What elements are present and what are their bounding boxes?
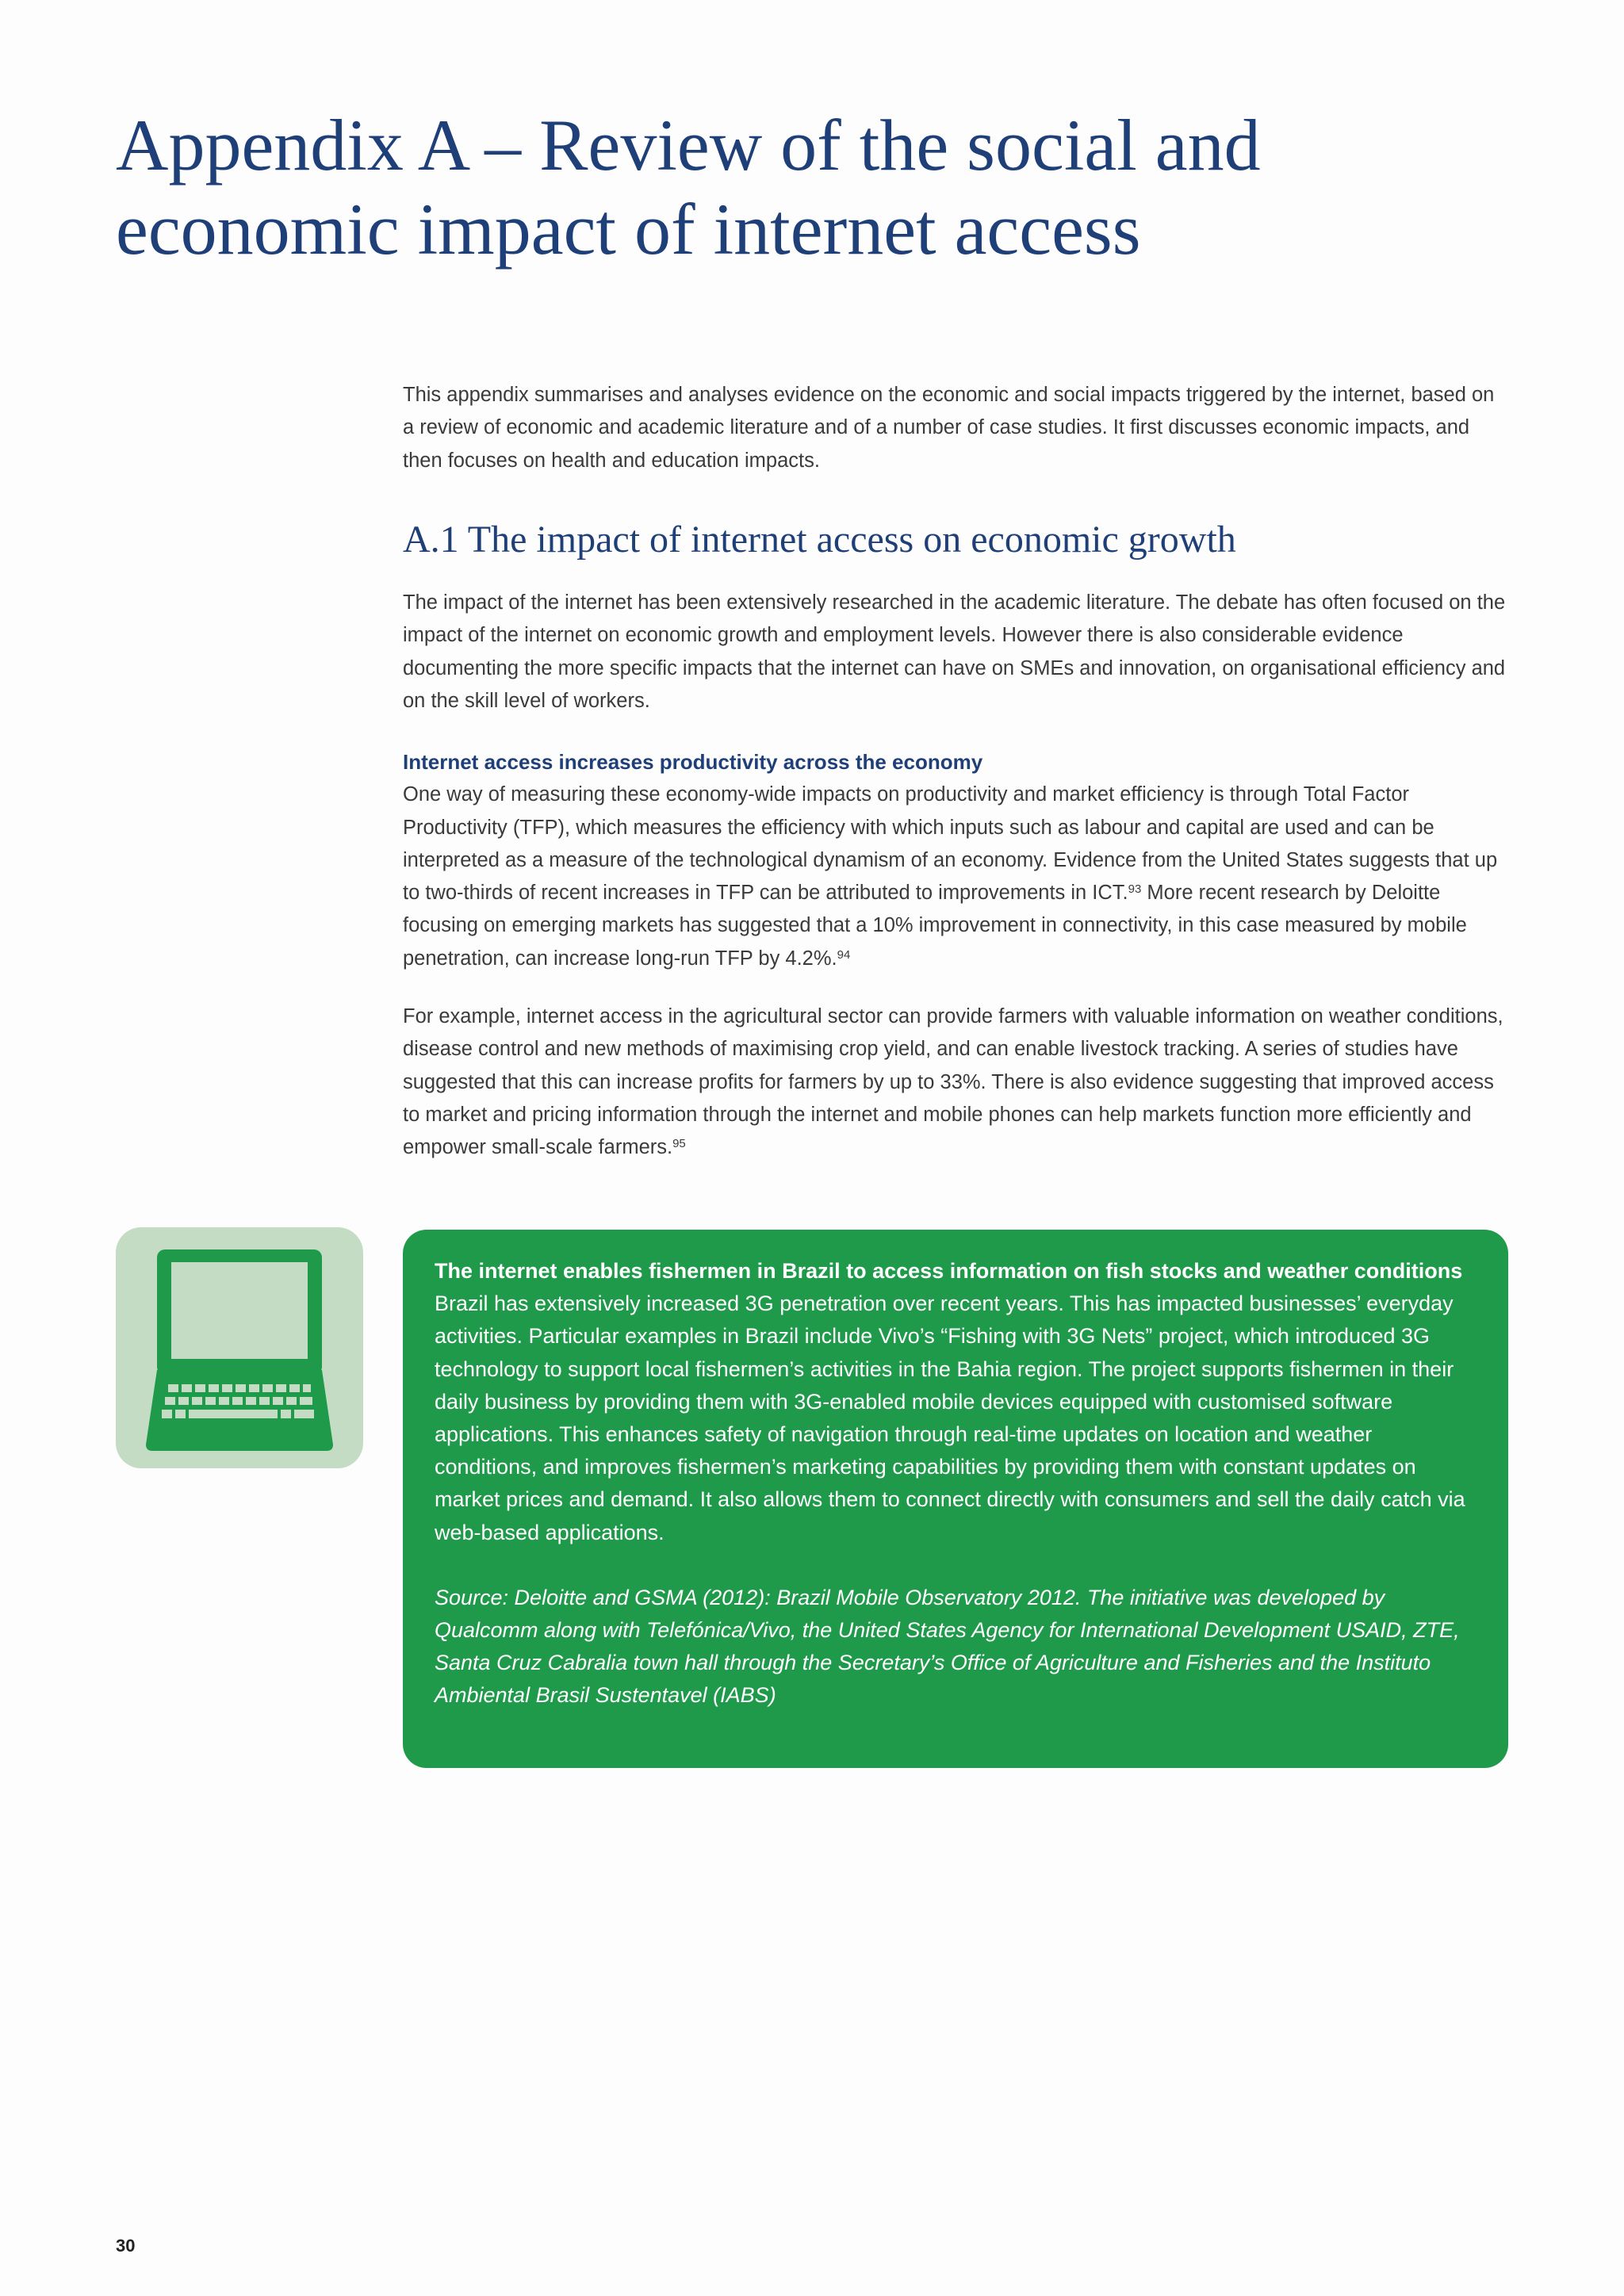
section-heading: A.1 The impact of internet access on economic growth [403, 519, 1236, 561]
footnote-93: 93 [1128, 882, 1142, 897]
subheading: Internet access increases productivity across the economy [403, 750, 983, 774]
footnote-94: 94 [837, 947, 851, 962]
agriculture-paragraph [403, 1001, 1507, 1164]
footnote-95: 95 [672, 1137, 686, 1151]
productivity-text-a: One way of measuring these economy-wide impacts on productivity and market efficiency is through Total Factor Productivity (TFP), which measures the efficiency with which inputs such as labour and capital are used and can be interpreted as a measure of the technological dynamism of an economy. Evidence from the United States suggests that up to two-thirds of recent increases in TFP can be attributed to improvements in ICT. [403, 783, 1498, 905]
productivity-text-b: More recent research by Deloitte focusing on emerging markets has suggested that a 10% improvement in connectivity, in this case measured by mobile penetration, can increase long-run TFP by 4.2%. [403, 882, 1467, 970]
section-paragraph-1: The impact of the internet has been extensively researched in the academic literature. The debate has often focused on the impact of the internet on economic growth and employment levels. However there is also considerable evidence documenting the more specific impacts that the internet can have on SMEs and innovation, on organisational efficiency and on the skill level of workers. [403, 591, 1506, 712]
case-study-box [403, 1230, 1508, 1768]
page-number: 30 [116, 2236, 136, 2256]
productivity-paragraph [403, 779, 1513, 975]
case-study-icon-box [116, 1227, 363, 1468]
intro-paragraph: This appendix summarises and analyses evidence on the economic and social impacts triggered by the internet, based on a review of economic and academic literature and of a number of case studies. It first discusses economic impacts, and then focuses on health and education impacts. [403, 384, 1495, 472]
laptop-icon [116, 1227, 363, 1468]
productivity-block [403, 746, 1513, 975]
agriculture-text: For example, internet access in the agricultural sector can provide farmers with valuable information on weather conditions, disease control and new methods of maximising crop yield, and can enable livestock tracking. A series of studies have suggested that this can increase profits for farmers by up to 33%. There is also evidence suggesting that improved access to market and pricing information through the internet and mobile phones can help markets function more efficiently and empower small-scale farmers. [403, 1005, 1503, 1159]
page-title: Appendix A – Review of the social and economic impact of internet access [116, 105, 1261, 270]
case-study-body: Brazil has extensively increased 3G penetration over recent years. This has impacted businesses’ everyday activities. Particular examples in Brazil include Vivo’s “Fishing with 3G Nets” project, which introduced 3G technology to support local fishermen’s activities in the Bahia region. The project supports fishermen in their daily business by providing them with 3G-enabled mobile devices equipped with customised software applications. This enhances safety of navigation through real-time updates on location and weather conditions, and improves fishermen’s marketing capabilities by providing them with constant updates on market prices and demand. It also allows them to connect directly with consumers and sell the daily catch via web-based applications. [435, 1292, 1465, 1544]
case-study-title: The internet enables fishermen in Brazil to access information on fish stocks and weather conditions [435, 1259, 1463, 1283]
case-study-source: Source: Deloitte and GSMA (2012): Brazil Mobile Observatory 2012. The initiative was developed by Qualcomm along with Telefónica/Vivo, the United States Agency for International Development USAID, ZTE, Santa Cruz Cabralia town hall through the Secretary’s Office of Agriculture and Fisheries and the Instituto Ambiental Brasil Sustentavel (IABS) [435, 1585, 1460, 1708]
